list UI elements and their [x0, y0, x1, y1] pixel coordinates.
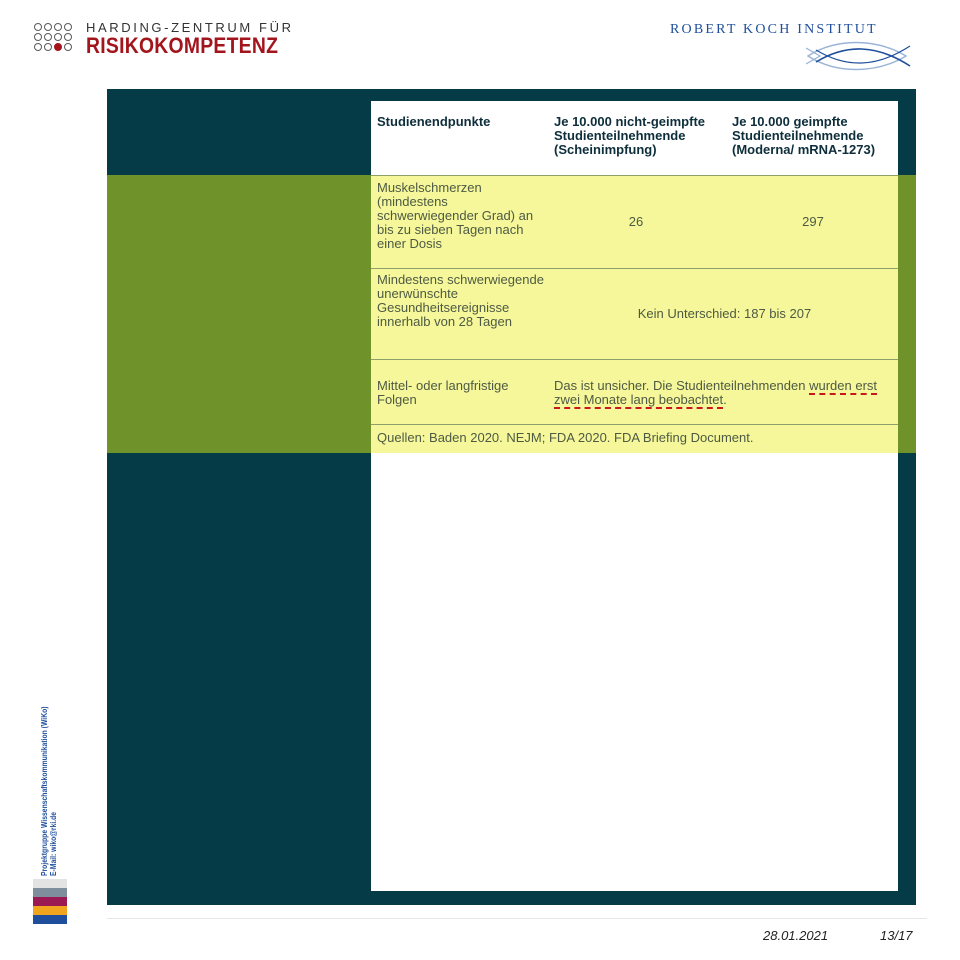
- rki-logo: [670, 22, 920, 72]
- harding-main-text: RISIKOKOMPETENZ: [86, 33, 279, 58]
- footer-divider: [107, 918, 927, 919]
- row1-placebo-value: 26: [628, 214, 644, 229]
- color-stack-bar: [33, 915, 67, 924]
- side-contact-line1: Projektgruppe Wissenschaftskommunikation (WiKo): [40, 706, 49, 876]
- row1-endpoint: Muskelschmerzen (mindestens schwerwiegender Grad) an bis zu sieben Tagen nach einer Dosis: [377, 180, 534, 251]
- rki-fish-icon: [806, 40, 916, 72]
- header-vaccinated: Je 10.000 geimpfte Studienteilnehmende (Moderna/ mRNA-1273): [732, 114, 876, 157]
- harding-top-text: HARDING-ZENTRUM FÜR: [86, 20, 294, 35]
- row2-endpoint: Mindestens schwerwiegende unerwünschte Gesundheitsereignisse innerhalb von 28 Tagen: [377, 272, 544, 329]
- row-divider: [371, 268, 898, 269]
- row3-text-underlined: wurden erst zwei Monate lang beobachtet: [554, 378, 878, 407]
- row3-combined-value: [554, 379, 884, 407]
- color-stack-bar: [33, 879, 67, 888]
- header-endpoints: Studienendpunkte: [377, 114, 491, 129]
- table-header: [371, 101, 898, 175]
- footer-date: 28.01.2021: [763, 928, 829, 943]
- row-divider: [371, 359, 898, 360]
- row3-endpoint: Mittel- oder langfristige Folgen: [377, 378, 509, 407]
- color-stack-bar: [33, 888, 67, 897]
- color-stack-bar: [33, 897, 67, 906]
- row3-text-part3: .: [723, 392, 727, 407]
- page-number: 13/17: [880, 928, 913, 943]
- color-stack-bar: [33, 906, 67, 915]
- header-placebo: Je 10.000 nicht-geimpfte Studienteilnehmende (Scheinimpfung): [554, 114, 705, 157]
- row-divider: [371, 424, 898, 425]
- side-contact: [40, 706, 58, 876]
- row3-text-part1: Das ist unsicher. Die Studienteilnehmenden: [554, 378, 806, 393]
- row-divider: [371, 175, 898, 176]
- harding-logo: [34, 18, 304, 58]
- harding-dots-icon: [34, 20, 82, 54]
- rki-name: ROBERT KOCH INSTITUT: [670, 22, 878, 37]
- row2-combined-value: Kein Unterschied: 187 bis 207: [637, 306, 812, 321]
- row1-vaccinated-value: 297: [802, 214, 824, 229]
- sources-note: Quellen: Baden 2020. NEJM; FDA 2020. FDA Briefing Document.: [377, 430, 754, 445]
- side-contact-line2: E-Mail: wiko@rki.de: [49, 811, 58, 876]
